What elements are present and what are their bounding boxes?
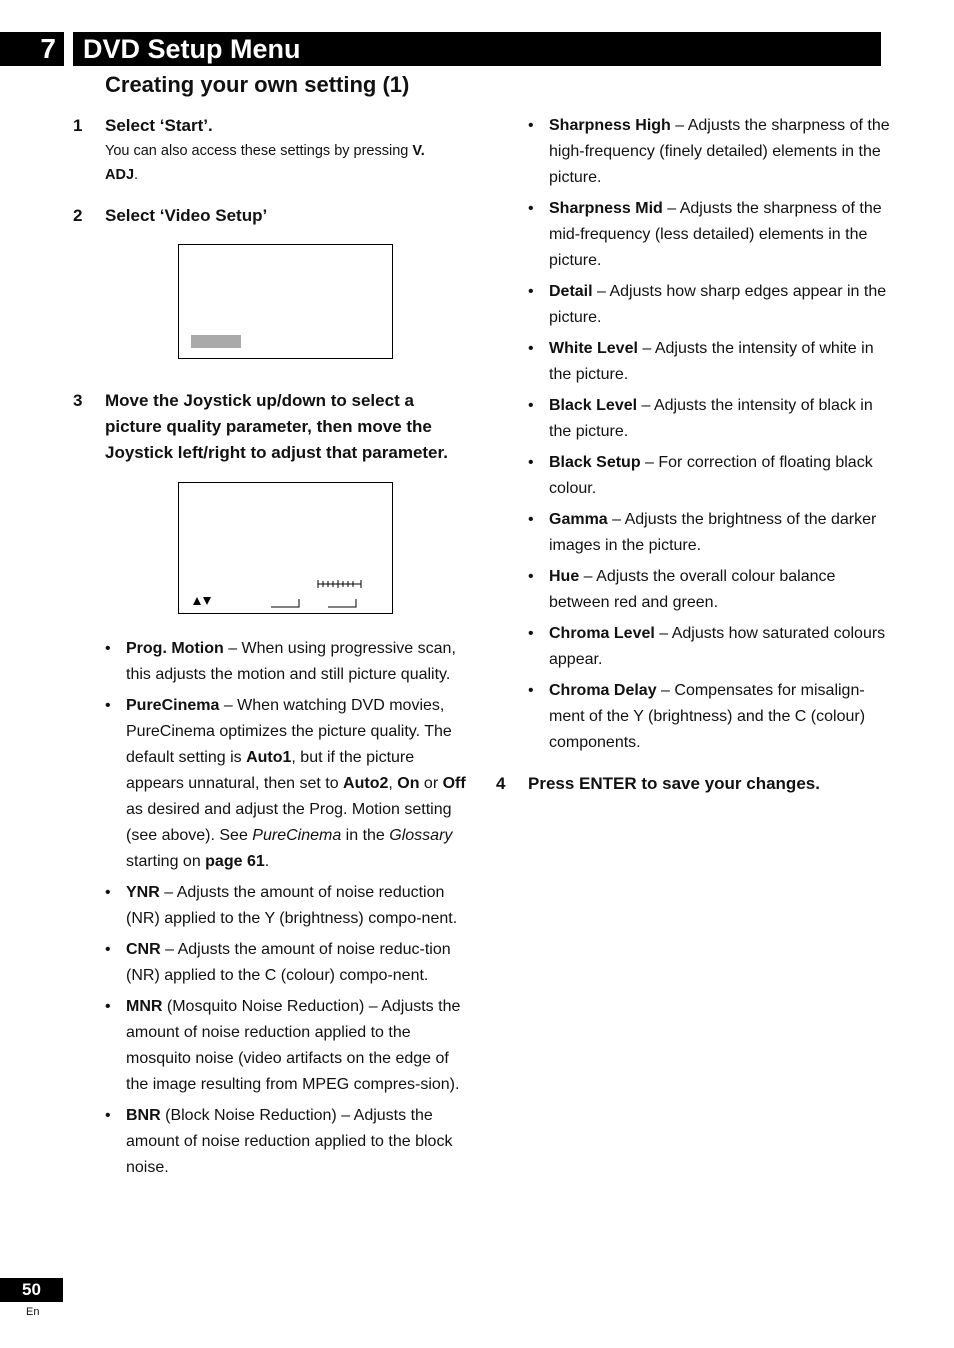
value-fields [271, 599, 356, 607]
step-title: Select ‘Video Setup’ [105, 206, 268, 225]
list-item: • PureCinema – When watching DVD movies, PureCinema optimizes the picture quality. The default setting is Auto1, but if the picture appears unnatural, then set to Auto2, On or Off as desired and adjust the Prog. Motion setting (see above). See PureCinema in the Glossary starting on page 61. [105, 693, 467, 875]
list-item: • YNR – Adjusts the amount of noise reduction (NR) applied to the Y (brightness) compo-nent. [105, 880, 467, 932]
up-down-arrow-icon [193, 597, 211, 605]
step-title: Select ‘Start’. [105, 116, 213, 135]
step-2 [73, 203, 268, 229]
step-3 [73, 388, 475, 466]
step-1 [73, 113, 213, 139]
list-item: • MNR (Mosquito Noise Reduction) – Adjusts the amount of noise reduction applied to the mosquito noise (video artifacts on the edge of the image resulting from MPEG compres-sion). [105, 994, 467, 1098]
step-title: Move the Joystick up/down to select a picture quality parameter, then move the Joystick left/right to adjust that parameter. [105, 391, 448, 462]
left-parameter-list [105, 636, 467, 1186]
osd-graphics [179, 483, 392, 613]
list-item: • Sharpness Mid – Adjusts the sharpness of the mid-frequency (less detailed) elements in the picture. [528, 196, 890, 274]
page-reference: page 61 [205, 853, 265, 870]
list-item: • Chroma Delay – Compensates for misalign-ment of the Y (brightness) and the C (colour) components. [528, 678, 890, 756]
chapter-number: 7 [0, 32, 64, 66]
right-parameter-list [528, 113, 890, 761]
list-item: • Black Setup – For correction of floating black colour. [528, 450, 890, 502]
list-item: • Prog. Motion – When using progressive scan, this adjusts the motion and still picture quality. [105, 636, 467, 688]
list-item: • CNR – Adjusts the amount of noise reduc-tion (NR) applied to the C (colour) compo-nent. [105, 937, 467, 989]
step-title: Press ENTER to save your changes. [528, 774, 820, 793]
adjust-slider-scale [318, 580, 361, 588]
chapter-title: DVD Setup Menu [73, 32, 881, 66]
list-item: • Chroma Level – Adjusts how saturated colours appear. [528, 621, 890, 673]
section-title: Creating your own setting (1) [105, 72, 410, 97]
page-language: En [26, 1306, 40, 1318]
screen-illustration-video-setup [178, 244, 393, 359]
step-number: 3 [73, 391, 83, 410]
list-item: • Black Level – Adjusts the intensity of black in the picture. [528, 393, 890, 445]
list-item: • Sharpness High – Adjusts the sharpness of the high-frequency (finely detailed) elements in the picture. [528, 113, 890, 191]
step-4 [496, 771, 820, 797]
list-item: • Detail – Adjusts how sharp edges appear in the picture. [528, 279, 890, 331]
menu-highlight-bar [191, 335, 241, 348]
page-number: 50 [0, 1278, 63, 1302]
step-number: 4 [496, 774, 506, 793]
list-item: • BNR (Block Noise Reduction) – Adjusts the amount of noise reduction applied to the block noise. [105, 1103, 467, 1181]
list-item: • Gamma – Adjusts the brightness of the darker images in the picture. [528, 507, 890, 559]
screen-illustration-picture-adjust [178, 482, 393, 614]
list-item: • Hue – Adjusts the overall colour balance between red and green. [528, 564, 890, 616]
key-name: V. ADJ [105, 143, 425, 183]
step-number: 1 [73, 116, 83, 135]
step-number: 2 [73, 206, 83, 225]
list-item: • White Level – Adjusts the intensity of white in the picture. [528, 336, 890, 388]
step-1-note: You can also access these settings by pressing V. ADJ. [105, 143, 425, 183]
